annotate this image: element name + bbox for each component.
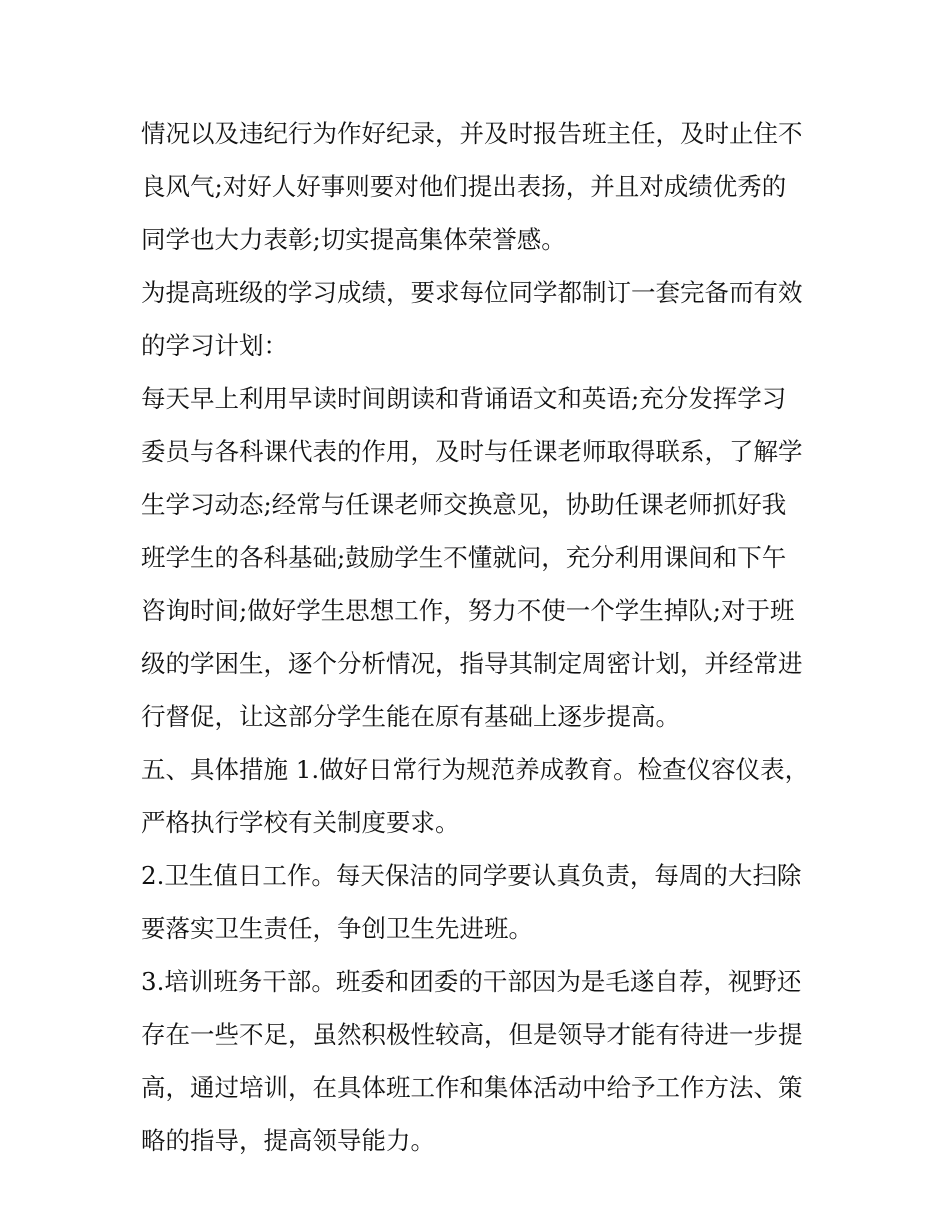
text-line: 情况以及违纪行为作好纪录，并及时报告班主任，及时止住不 (141, 119, 803, 148)
text-line: 存在一些不足，虽然积极性较高，但是领导才能有待进一步提 (141, 1020, 803, 1049)
text-line: 严格执行学校有关制度要求。 (141, 808, 460, 837)
text-line: 咨询时间;做好学生思想工作，努力不使一个学生掉队;对于班 (141, 596, 795, 625)
text-line: 的学习计划： (141, 331, 288, 360)
text-line: 行督促，让这部分学生能在原有基础上逐步提高。 (141, 702, 680, 731)
text-line: 略的指导，提高领导能力。 (141, 1126, 435, 1155)
text-line: 要落实卫生责任，争创卫生先进班。 (141, 914, 533, 943)
document-body (141, 107, 821, 1167)
text-line: 每天早上利用早读时间朗读和背诵语文和英语;充分发挥学习 (141, 384, 787, 413)
text-line: 级的学困生，逐个分析情况，指导其制定周密计划，并经常进 (141, 649, 803, 678)
text-line: 3.培训班务干部。班委和团委的干部因为是毛遂自荐，视野还 (141, 967, 802, 996)
text-line: 同学也大力表彰;切实提高集体荣誉感。 (141, 225, 566, 254)
text-line: 委员与各科课代表的作用，及时与任课老师取得联系，了解学 (141, 437, 803, 466)
text-line: 五、具体措施 1.做好日常行为规范养成教育。检查仪容仪表， (141, 755, 810, 784)
text-line: 高，通过培训，在具体班工作和集体活动中给予工作方法、策 (141, 1073, 803, 1102)
text-line: 班学生的各科基础;鼓励学生不懂就问，充分利用课间和下午 (141, 543, 787, 572)
text-line: 2.卫生值日工作。每天保洁的同学要认真负责，每周的大扫除 (141, 861, 802, 890)
text-line: 生学习动态;经常与任课老师交换意见，协助任课老师抓好我 (141, 490, 787, 519)
text-line: 良风气;对好人好事则要对他们提出表扬，并且对成绩优秀的 (141, 172, 787, 201)
text-line: 为提高班级的学习成绩，要求每位同学都制订一套完备而有效 (141, 278, 803, 307)
